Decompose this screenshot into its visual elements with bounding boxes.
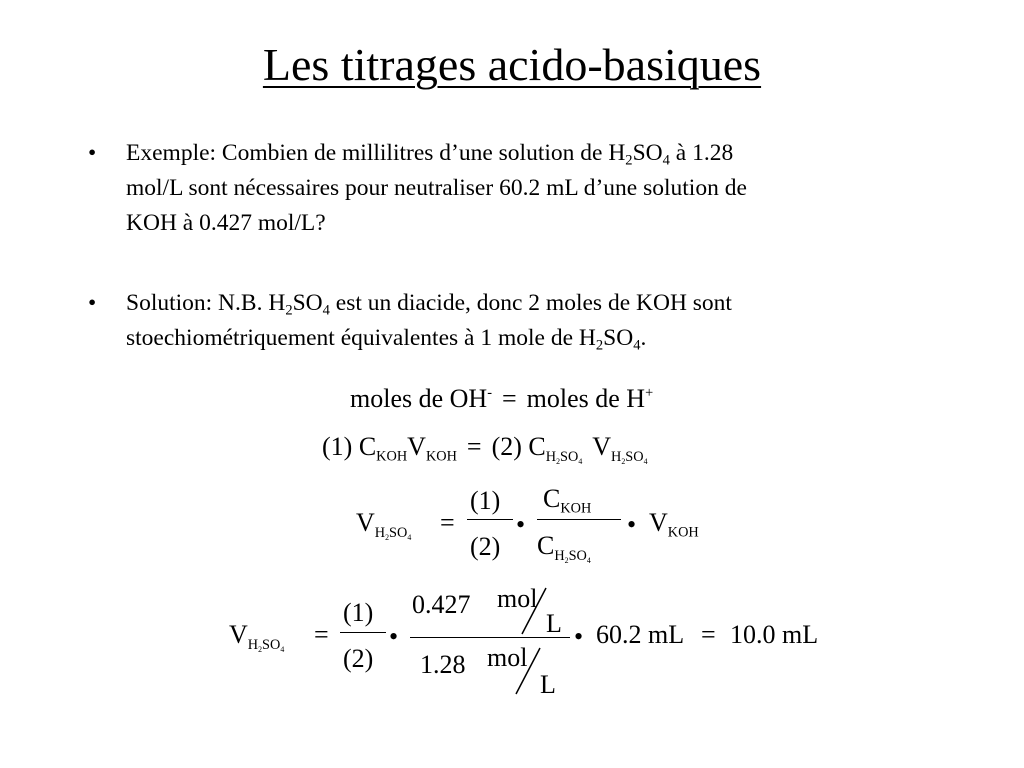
eq4-num: (1) — [343, 598, 374, 627]
eq4-top-L: L — [546, 609, 562, 638]
slide-title: Les titrages acido-basiques — [262, 39, 762, 90]
example-line-1: Exemple: Combien de millilitres d’une solution de $H_2SO_4$ à 1.28 — [126, 140, 734, 169]
eq4-equals-2: = — [701, 620, 716, 649]
eq3-equals: = — [440, 508, 455, 537]
eq4-bot-mol: mol — [487, 643, 528, 672]
eq4-dot-1: • — [389, 622, 399, 651]
cancel-stroke-top — [522, 588, 546, 634]
eq3-ckoh: $C_{KOH}$ — [543, 484, 592, 517]
equation-stoichiometry: (1) $C_{KOH}V_{KOH} = (2)$ $C_{H_2SO_4}V_{H_2SO_4}$ — [322, 432, 648, 466]
eq3-num: (1) — [470, 486, 501, 515]
eq3-den: (2) — [470, 532, 501, 561]
eq3-ch2so4: $C_{H_2SO_4}$ — [537, 531, 591, 565]
eq4-top-mol: mol — [497, 584, 538, 613]
solution-line-1: Solution: N.B. $H_2SO_4$ est un diacide, donc 2 moles de KOH sont — [126, 290, 732, 319]
example-line-2: mol/L sont nécessaires pour neutraliser 60.2 mL d’une solution de — [126, 175, 747, 201]
eq3-dot-1: • — [516, 510, 526, 539]
eq4-volume: 60.2 mL — [596, 620, 685, 649]
eq3-dot-2: • — [627, 510, 637, 539]
eq3-lhs: $V_{H_2SO_4}$ — [356, 508, 412, 542]
solution-line-2: stoechiométriquement équivalentes à 1 mole de $H_2SO_4$. — [126, 325, 647, 354]
cancel-stroke-bottom — [516, 648, 540, 694]
eq4-result: 10.0 mL — [730, 620, 819, 649]
bullet-marker: • — [88, 140, 97, 166]
eq4-lhs: $V_{H_2SO_4}$ — [229, 620, 285, 654]
eq4-bot-L: L — [540, 670, 556, 699]
equation-moles-equivalence: moles de OH- = moles de H+ — [350, 384, 654, 413]
bullet-marker: • — [88, 290, 97, 316]
eq4-dot-2: • — [574, 622, 584, 651]
eq4-bot-value: 1.28 — [420, 650, 466, 679]
eq4-den: (2) — [343, 644, 374, 673]
eq3-vkoh: $V_{KOH}$ — [649, 508, 699, 541]
example-line-3: KOH à 0.427 mol/L? — [126, 210, 326, 236]
eq4-top-value: 0.427 — [412, 590, 471, 619]
eq4-equals: = — [314, 620, 329, 649]
